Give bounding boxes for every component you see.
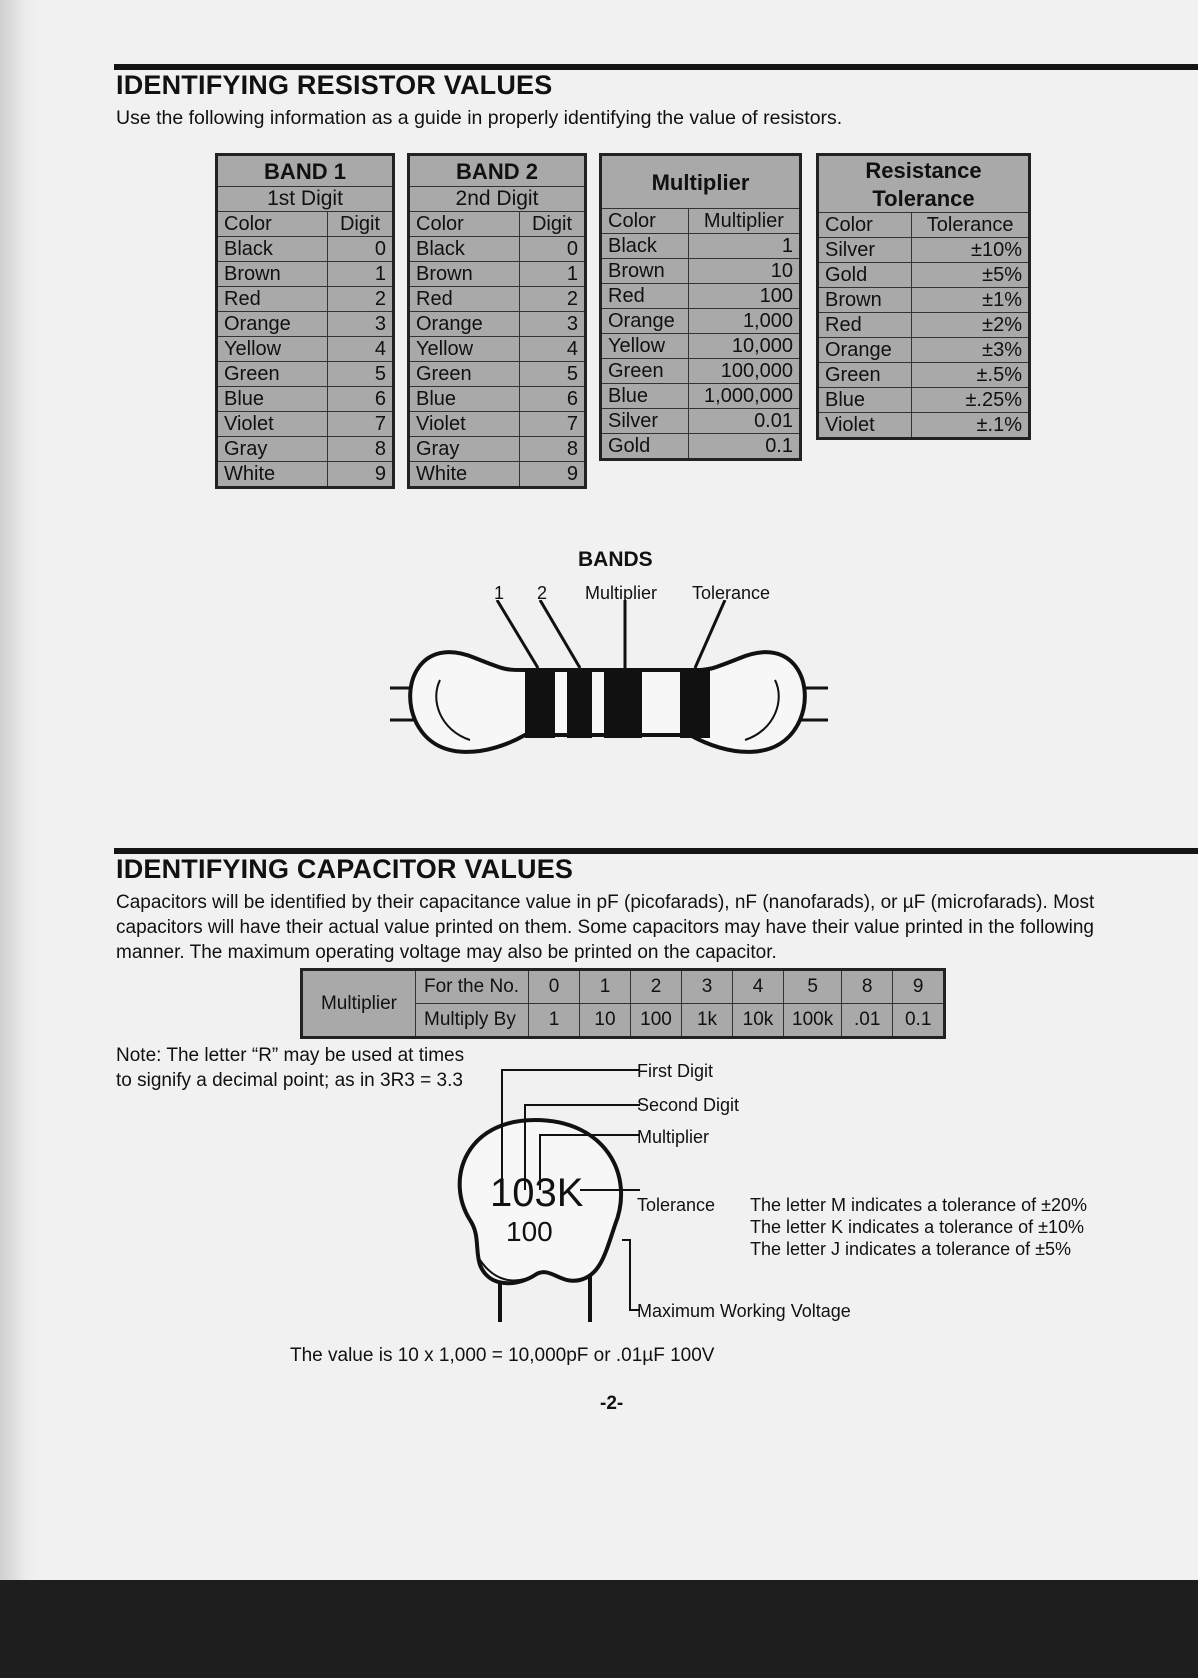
page-binding-shadow [0,0,42,1580]
table-row [601,334,801,359]
table-row [409,287,586,312]
table-row [217,412,394,437]
value-cell: 3 [328,312,394,337]
color-cell: Blue [601,384,689,409]
callout-max-voltage: Maximum Working Voltage [637,1301,851,1321]
value-cell: ±5% [912,263,1030,288]
decimal-note-line-1: Note: The letter “R” may be used at times [116,1045,465,1066]
color-cell: Violet [217,412,328,437]
table-row [217,437,394,462]
cap-mult-number: 5 [784,970,842,1004]
band2-col-color: Color [409,212,520,237]
value-cell: 0 [520,237,586,262]
value-cell: 1,000 [688,309,800,334]
band2-table [407,153,587,489]
table-row [601,434,801,460]
decimal-note [116,1043,464,1093]
color-cell: Blue [409,387,520,412]
value-cell: 10 [688,259,800,284]
color-cell: Violet [818,413,912,439]
color-cell: Yellow [601,334,689,359]
table-row [601,309,801,334]
value-cell: 1 [520,262,586,287]
color-cell: White [409,462,520,488]
band2-subtitle: 2nd Digit [409,187,586,212]
value-cell: 4 [520,337,586,362]
value-cell: 4 [328,337,394,362]
table-row [601,284,801,309]
resistor-drawing [380,600,840,790]
color-cell: Red [818,313,912,338]
multiplier-title: Multiplier [601,155,801,209]
value-cell: ±1% [912,288,1030,313]
value-cell: 5 [520,362,586,387]
multiplier-col-color: Color [601,209,689,234]
resistor-band-multiplier [604,668,642,738]
value-cell: ±.1% [912,413,1030,439]
page-number: -2- [600,1393,624,1414]
value-cell: 1 [688,234,800,259]
table-row [818,313,1030,338]
band1-subtitle: 1st Digit [217,187,394,212]
capacitor-intro-line-2: capacitors will have their actual value printed on them. Some capacitors may have their value printed in the following [116,917,1094,938]
table-row [601,409,801,434]
multiplier-col-multiplier: Multiplier [688,209,800,234]
color-cell: Orange [601,309,689,334]
tolerance-col-tolerance: Tolerance [912,213,1030,238]
color-cell: Black [409,237,520,262]
band1-table [215,153,395,489]
table-row [217,462,394,488]
resistor-intro: Use the following information as a guide in properly identifying the value of resistors. [116,107,843,129]
color-cell: Violet [409,412,520,437]
resistor-band-2 [567,668,592,738]
multiplier-table [599,153,802,461]
cap-mult-label: Multiplier [302,970,416,1038]
band-label-1: 1 [494,583,505,603]
tolerance-note-j: The letter J indicates a tolerance of ±5% [750,1239,1072,1259]
tolerance-table [816,153,1031,440]
band-label-tolerance: Tolerance [692,583,771,603]
resistor-band-tolerance [680,668,710,738]
band2-col-digit: Digit [520,212,586,237]
table-row [217,287,394,312]
table-row [601,359,801,384]
value-cell: 1,000,000 [688,384,800,409]
value-cell: ±.25% [912,388,1030,413]
table-row [409,362,586,387]
table-row [818,363,1030,388]
value-cell: 3 [520,312,586,337]
band-label-2: 2 [537,583,548,603]
table-row [409,237,586,262]
value-cell: 6 [520,387,586,412]
table-row [409,262,586,287]
value-cell: 9 [328,462,394,488]
band1-col-color: Color [217,212,328,237]
value-cell: 100,000 [688,359,800,384]
value-cell: 6 [328,387,394,412]
color-cell: Brown [409,262,520,287]
table-row [409,312,586,337]
table-row [409,462,586,488]
cap-mult-number: 1 [580,970,631,1004]
value-cell: 7 [520,412,586,437]
color-cell: Green [818,363,912,388]
table-row [409,337,586,362]
value-cell: 9 [520,462,586,488]
value-cell: ±.5% [912,363,1030,388]
color-cell: Orange [217,312,328,337]
table-row [601,384,801,409]
color-cell: Brown [217,262,328,287]
color-cell: Silver [818,238,912,263]
color-cell: Yellow [217,337,328,362]
table-row [217,237,394,262]
cap-mult-factor: 10k [733,1004,784,1038]
capacitor-heading: IDENTIFYING CAPACITOR VALUES [116,854,574,884]
cap-mult-number: 8 [842,970,893,1004]
table-row [818,238,1030,263]
resistor-heading: IDENTIFYING RESISTOR VALUES [116,70,553,100]
value-cell: 0.01 [688,409,800,434]
tolerance-rows [818,238,1030,439]
callout-first-digit: First Digit [637,1061,713,1081]
color-cell: Brown [601,259,689,284]
band1-rows [217,237,394,488]
value-cell: 2 [520,287,586,312]
band1-title: BAND 1 [217,155,394,187]
cap-mult-number: 3 [682,970,733,1004]
cap-mult-number: 0 [529,970,580,1004]
color-cell: Green [601,359,689,384]
color-cell: Gray [409,437,520,462]
table-row [217,362,394,387]
cap-mult-row1-label: For the No. [416,970,529,1004]
capacitor-intro [116,890,1116,965]
table-row [818,288,1030,313]
tolerance-note-k: The letter K indicates a tolerance of ±10% [750,1217,1085,1237]
cap-mult-number: 2 [631,970,682,1004]
color-cell: White [217,462,328,488]
capacitor-voltage-code: 100 [506,1216,553,1247]
value-cell: 2 [328,287,394,312]
value-cell: 0.1 [688,434,800,460]
color-cell: Blue [217,387,328,412]
cap-mult-factor: 1k [682,1004,733,1038]
decimal-note-line-2: to signify a decimal point; as in 3R3 = 3.3 [116,1070,463,1091]
value-cell: 7 [328,412,394,437]
cap-mult-factor: 10 [580,1004,631,1038]
color-cell: Black [601,234,689,259]
value-cell: 8 [520,437,586,462]
table-row [818,413,1030,439]
cap-mult-factor: 100 [631,1004,682,1038]
value-cell: ±2% [912,313,1030,338]
band2-rows [409,237,586,488]
value-cell: 8 [328,437,394,462]
cap-mult-factor: 0.1 [893,1004,945,1038]
callout-second-digit: Second Digit [637,1095,740,1115]
color-cell: Red [409,287,520,312]
table-row [217,337,394,362]
color-cell: Silver [601,409,689,434]
capacitor-code: 103K [490,1171,584,1215]
cap-mult-number: 4 [733,970,784,1004]
cap-mult-number: 9 [893,970,945,1004]
value-cell: ±3% [912,338,1030,363]
cap-mult-row2-label: Multiply By [416,1004,529,1038]
color-cell: Yellow [409,337,520,362]
table-row [818,263,1030,288]
color-cell: Orange [409,312,520,337]
table-row [818,388,1030,413]
color-cell: Green [217,362,328,387]
callout-tolerance: Tolerance [637,1195,716,1215]
capacitor-intro-line-3: manner. The maximum operating voltage may also be printed on the capacitor. [116,942,777,963]
band1-col-digit: Digit [328,212,394,237]
color-cell: Red [601,284,689,309]
color-cell: Green [409,362,520,387]
color-cell: Blue [818,388,912,413]
color-cell: Brown [818,288,912,313]
tolerance-note-m: The letter M indicates a tolerance of ±20% [750,1195,1088,1215]
value-cell: 0 [328,237,394,262]
band-label-multiplier: Multiplier [585,583,658,603]
multiplier-rows [601,234,801,460]
tolerance-col-color: Color [818,213,912,238]
band2-title: BAND 2 [409,155,586,187]
table-row [818,338,1030,363]
value-cell: 100 [688,284,800,309]
capacitor-intro-line-1: Capacitors will be identified by their capacitance value in pF (picofarads), nF (nanofarads), or µF (microfarads). Most [116,892,1095,913]
table-row [217,262,394,287]
table-row [409,437,586,462]
resistor-band-1 [525,668,555,738]
color-cell: Gold [601,434,689,460]
capacitor-value-example: The value is 10 x 1,000 = 10,000pF or .01µF 100V [290,1345,715,1366]
color-cell: Gray [217,437,328,462]
table-row [217,387,394,412]
table-row [217,312,394,337]
bands-title: BANDS [578,548,653,571]
cap-mult-factor: 100k [784,1004,842,1038]
tolerance-title-1: Resistance [818,155,1030,185]
value-cell: 10,000 [688,334,800,359]
color-cell: Gold [818,263,912,288]
cap-mult-factor: 1 [529,1004,580,1038]
table-row [601,234,801,259]
color-cell: Black [217,237,328,262]
value-cell: ±10% [912,238,1030,263]
callout-multiplier: Multiplier [637,1127,710,1147]
value-cell: 5 [328,362,394,387]
table-row [409,387,586,412]
table-row [409,412,586,437]
color-cell: Red [217,287,328,312]
tolerance-title-2: Tolerance [818,184,1030,213]
cap-mult-factor: .01 [842,1004,893,1038]
color-cell: Orange [818,338,912,363]
value-cell: 1 [328,262,394,287]
table-row [601,259,801,284]
capacitor-multiplier-table [300,968,946,1039]
